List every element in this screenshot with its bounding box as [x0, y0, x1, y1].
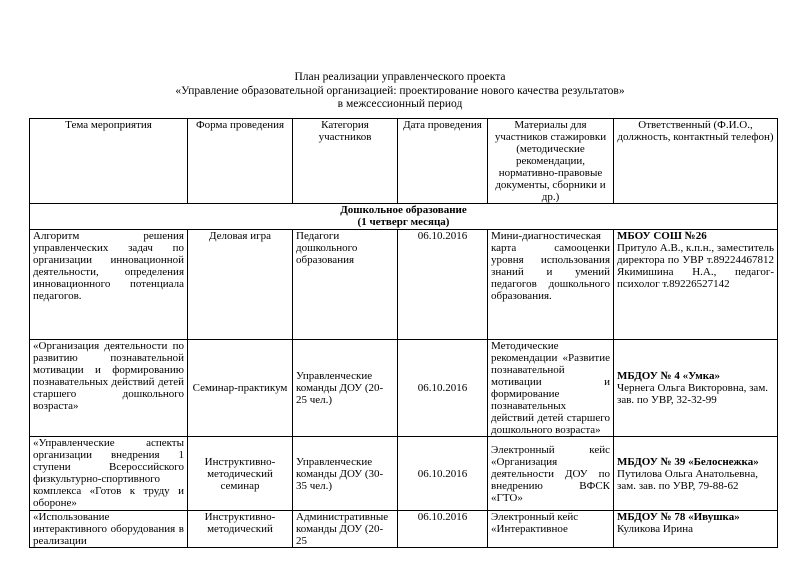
title-line-3: в межсессионный период [337, 98, 463, 110]
topic-cell: «Использование интерактивного оборудования в реализации [30, 511, 188, 548]
topic-cell: «Организация деятельности по развитию познавательной мотивации и формированию познавательных действий детей старшего дошкольного возраста» [30, 340, 188, 437]
organization: МБДОУ № 4 «Умка» [617, 370, 720, 382]
responsible-person: Чернега Ольга Викторовна, зам. зав. по УВР, 32-32-99 [617, 382, 769, 406]
section-title: Дошкольное образование [340, 204, 467, 216]
responsible-cell [614, 340, 778, 437]
section-heading [30, 204, 778, 230]
organization: МБДОУ № 78 «Ивушка» [617, 511, 740, 523]
responsible-cell [614, 511, 778, 548]
date-cell: 06.10.2016 [398, 437, 488, 511]
materials-cell: Электронный кейс «Интерактивное [488, 511, 614, 548]
table-row [30, 437, 778, 511]
responsible-person: Куликова Ирина [617, 523, 693, 535]
section-subtitle: (1 четверг месяца) [357, 216, 450, 228]
date-cell: 06.10.2016 [398, 340, 488, 437]
date-cell: 06.10.2016 [398, 230, 488, 340]
plan-table [29, 118, 778, 548]
table-row [30, 511, 778, 548]
organization: МБДОУ № 39 «Белоснежка» [617, 455, 759, 468]
form-cell: Инструктивно-методический [188, 511, 293, 548]
materials-cell: Мини-диагностическая карта самооценки уровня использования знаний и умений педагогов дошкольного образования. [488, 230, 614, 340]
header-cell: Форма проведения [188, 119, 293, 204]
topic-cell: Алгоритм решения управленческих задач по организации инновационной деятельности, определения инновационного потенциала педагогов. [30, 230, 188, 340]
title-line-1: План реализации управленческого проекта [294, 71, 506, 83]
plan-table-container [29, 118, 778, 548]
header-cell: Дата проведения [398, 119, 488, 204]
form-cell: Инструктивно-методический семинар [188, 437, 293, 511]
topic-cell: «Управленческие аспекты организации внедрения 1 ступени Всероссийского физкультурно-спортивного комплекса «Готов к труду и обороне» [30, 437, 188, 511]
form-cell: Деловая игра [188, 230, 293, 340]
responsible-person: Притуло А.В., к.п.н., заместитель директора по УВР т.89224467812 Якимишина Н.А., педагог-психолог т.89226527142 [617, 242, 775, 290]
responsible-cell [614, 437, 778, 511]
table-row [30, 340, 778, 437]
form-cell: Семинар-практикум [188, 340, 293, 437]
header-row [30, 119, 778, 204]
organization: МБОУ СОШ №26 [617, 230, 707, 242]
responsible-person: Путилова Ольга Анатольевна, зам. зав. по УВР, 79-88-62 [617, 467, 758, 492]
section-row [30, 204, 778, 230]
table-row [30, 230, 778, 340]
header-cell: Категория участников [293, 119, 398, 204]
document-title [0, 71, 800, 112]
header-cell: Материалы для участников стажировки (методические рекомендации, нормативно-правовые документы, сборники и др.) [488, 119, 614, 204]
materials-cell: Методические рекомендации «Развитие познавательной мотивации и формирование познавательных действий детей старшего дошкольного возраста» [488, 340, 614, 437]
header-cell: Ответственный (Ф.И.О., должность, контактный телефон) [614, 119, 778, 204]
date-cell: 06.10.2016 [398, 511, 488, 548]
category-cell: Административные команды ДОУ (20-25 [293, 511, 398, 548]
category-cell: Педагоги дошкольного образования [293, 230, 398, 340]
category-cell: Управленческие команды ДОУ (20-25 чел.) [293, 340, 398, 437]
category-cell: Управленческие команды ДОУ (30-35 чел.) [293, 437, 398, 511]
header-cell: Тема мероприятия [30, 119, 188, 204]
materials-cell: Электронный кейс «Организация деятельности ДОУ по внедрению ВФСК «ГТО» [488, 437, 614, 511]
title-line-2: «Управление образовательной организацией: проектирование нового качества результатов» [175, 84, 625, 97]
responsible-cell [614, 230, 778, 340]
